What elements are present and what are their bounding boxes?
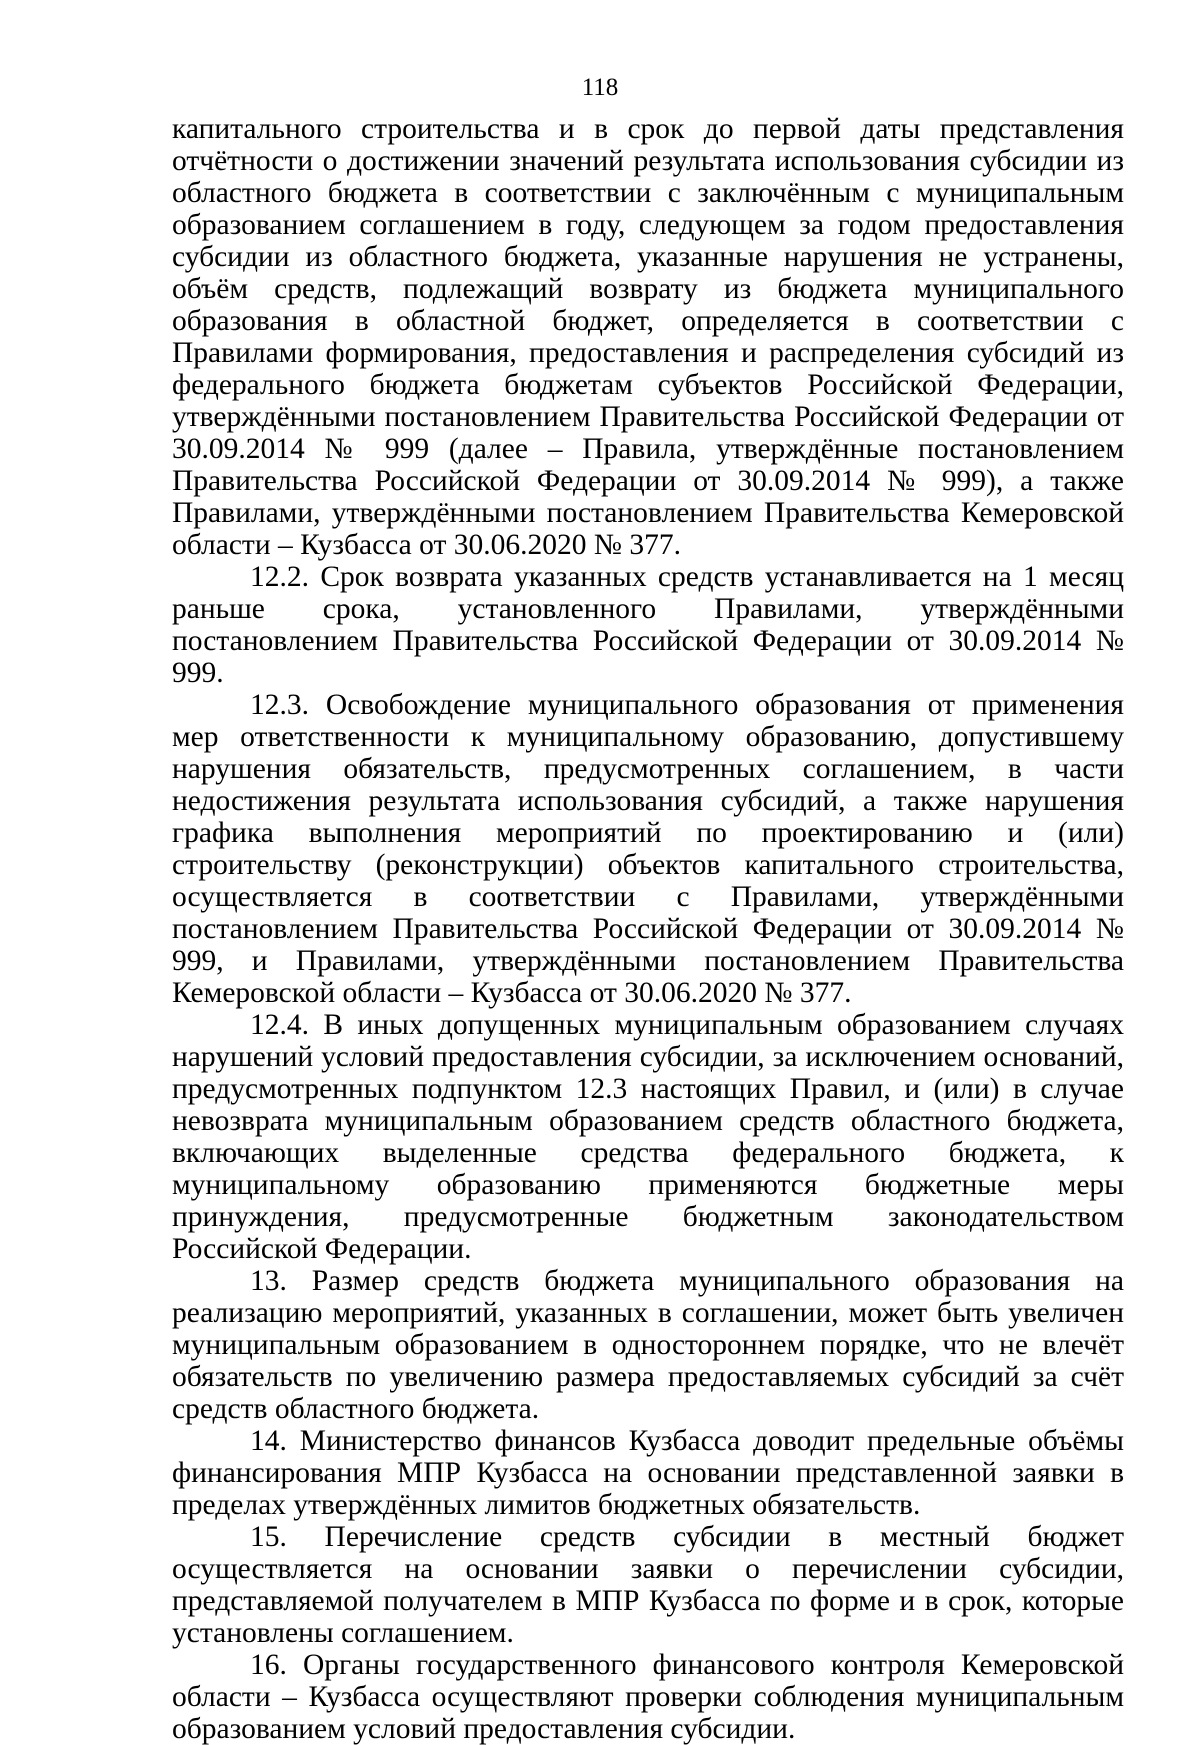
paragraph-15: 15. Перечисление средств субсидии в местный бюджет осуществляется на основании заявки о перечислении субсидии, представляемой получателем в МПР Кузбасса по форме и в срок, которые установлены соглашением.: [172, 1521, 1124, 1649]
paragraph-12-2: 12.2. Срок возврата указанных средств устанавливается на 1 месяц раньше срока, установленного Правилами, утверждёнными постановлением Правительства Российской Федерации от 30.09.2014 № 999.: [172, 561, 1124, 689]
paragraph-13: 13. Размер средств бюджета муниципального образования на реализацию мероприятий, указанных в соглашении, может быть увеличен муниципальным образованием в одностороннем порядке, что не влечёт обязательств по увеличению размера предоставляемых субсидий за счёт средств областного бюджета.: [172, 1265, 1124, 1425]
page-number: 118: [581, 74, 619, 101]
paragraph-14: 14. Министерство финансов Кузбасса доводит предельные объёмы финансирования МПР Кузбасса на основании представленной заявки в пределах утверждённых лимитов бюджетных обязательств.: [172, 1425, 1124, 1521]
paragraph-16: 16. Органы государственного финансового контроля Кемеровской области – Кузбасса осуществляют проверки соблюдения муниципальным образованием условий предоставления субсидии.: [172, 1649, 1124, 1745]
paragraph-12-4: 12.4. В иных допущенных муниципальным образованием случаях нарушений условий предоставления субсидии, за исключением оснований, предусмотренных подпунктом 12.3 настоящих Правил, и (или) в случае невозврата муниципальным образованием средств областного бюджета, включающих выделенные средства федерального бюджета, к муниципальному образованию применяются бюджетные меры принуждения, предусмотренные бюджетным законодательством Российской Федерации.: [172, 1009, 1124, 1265]
paragraph-12-3: 12.3. Освобождение муниципального образования от применения мер ответственности к муниципальному образованию, допустившему нарушения обязательств, предусмотренных соглашением, в части недостижения результата использования субсидий, а также нарушения графика выполнения мероприятий по проектированию и (или) строительству (реконструкции) объектов капитального строительства, осуществляется в соответствии с Правилами, утверждёнными постановлением Правительства Российской Федерации от 30.09.2014 № 999, и Правилами, утверждёнными постановлением Правительства Кемеровской области – Кузбасса от 30.06.2020 № 377.: [172, 689, 1124, 1009]
document-body: [172, 113, 1124, 1745]
paragraph-continued: капитального строительства и в срок до первой даты представления отчётности о достижении значений результата использования субсидии из областного бюджета в соответствии с заключённым с муниципальным образованием соглашением в году, следующем за годом предоставления субсидии из областного бюджета, указанные нарушения не устранены, объём средств, подлежащий возврату из бюджета муниципального образования в областной бюджет, определяется в соответствии с Правилами формирования, предоставления и распределения субсидий из федерального бюджета бюджетам субъектов Российской Федерации, утверждёнными постановлением Правительства Российской Федерации от 30.09.2014 № 999 (далее – Правила, утверждённые постановлением Правительства Российской Федерации от 30.09.2014 № 999), а также Правилами, утверждёнными постановлением Правительства Кемеровской области – Кузбасса от 30.06.2020 № 377.: [172, 113, 1124, 561]
